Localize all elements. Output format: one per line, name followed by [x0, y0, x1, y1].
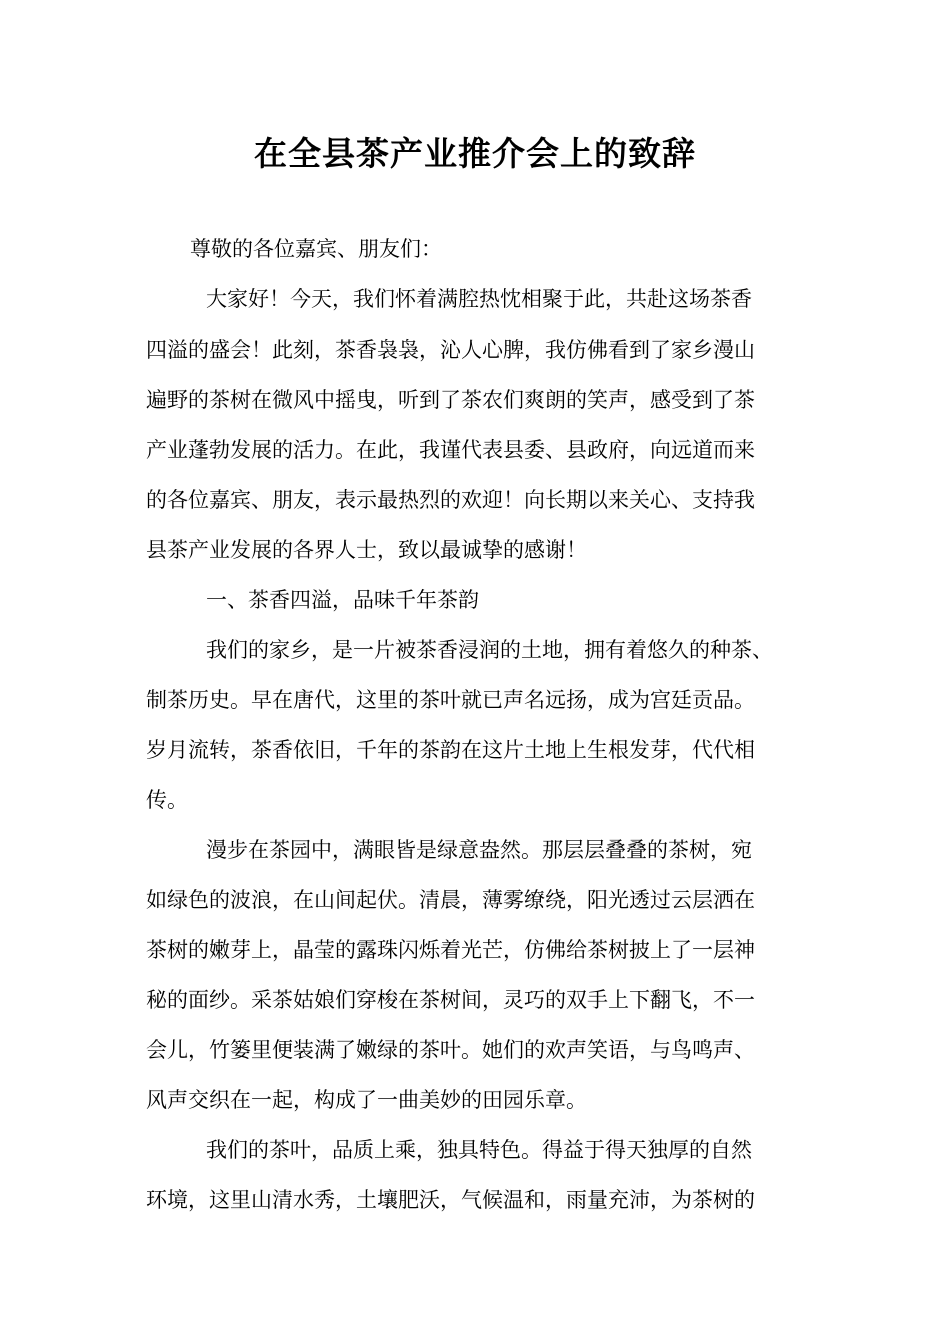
- paragraph-line: 秘的面纱。采茶姑娘们穿梭在茶树间，灵巧的双手上下翻飞，不一: [146, 988, 755, 1012]
- paragraph-line: 传。: [146, 788, 188, 812]
- paragraph-line: 四溢的盛会！此刻，茶香袅袅，沁人心脾，我仿佛看到了家乡漫山: [146, 338, 755, 362]
- paragraph-line: 遍野的茶树在微风中摇曳，听到了茶农们爽朗的笑声，感受到了茶: [146, 388, 755, 412]
- paragraph-line: 会儿，竹篓里便装满了嫩绿的茶叶。她们的欢声笑语，与鸟鸣声、: [146, 1038, 755, 1062]
- paragraph-line: 风声交织在一起，构成了一曲美妙的田园乐章。: [146, 1088, 587, 1112]
- paragraph-line: 漫步在茶园中，满眼皆是绿意盎然。那层层叠叠的茶树，宛: [206, 838, 752, 862]
- paragraph-line: 茶树的嫩芽上，晶莹的露珠闪烁着光芒，仿佛给茶树披上了一层神: [146, 938, 755, 962]
- salutation-line: 尊敬的各位嘉宾、朋友们：: [190, 237, 442, 261]
- paragraph-line: 岁月流转，茶香依旧，千年的茶韵在这片土地上生根发芽，代代相: [146, 738, 755, 762]
- document-title: 在全县茶产业推介会上的致辞: [254, 134, 696, 173]
- paragraph-line: 大家好！今天，我们怀着满腔热忱相聚于此，共赴这场茶香: [206, 287, 752, 311]
- paragraph-line: 县茶产业发展的各界人士，致以最诚挚的感谢！: [146, 538, 587, 562]
- paragraph-line: 产业蓬勃发展的活力。在此，我谨代表县委、县政府，向远道而来: [146, 438, 755, 462]
- paragraph-line: 我们的茶叶，品质上乘，独具特色。得益于得天独厚的自然: [206, 1138, 752, 1162]
- paragraph-line: 环境，这里山清水秀，土壤肥沃，气候温和，雨量充沛，为茶树的: [146, 1188, 755, 1212]
- paragraph-line: 如绿色的波浪，在山间起伏。清晨，薄雾缭绕，阳光透过云层洒在: [146, 888, 755, 912]
- paragraph-line: 制茶历史。早在唐代，这里的茶叶就已声名远扬，成为宫廷贡品。: [146, 688, 755, 712]
- section-heading: 一、茶香四溢，品味千年茶韵: [206, 588, 479, 612]
- paragraph-line: 我们的家乡，是一片被茶香浸润的土地，拥有着悠久的种茶、: [206, 638, 773, 662]
- paragraph-line: 的各位嘉宾、朋友，表示最热烈的欢迎！向长期以来关心、支持我: [146, 488, 755, 512]
